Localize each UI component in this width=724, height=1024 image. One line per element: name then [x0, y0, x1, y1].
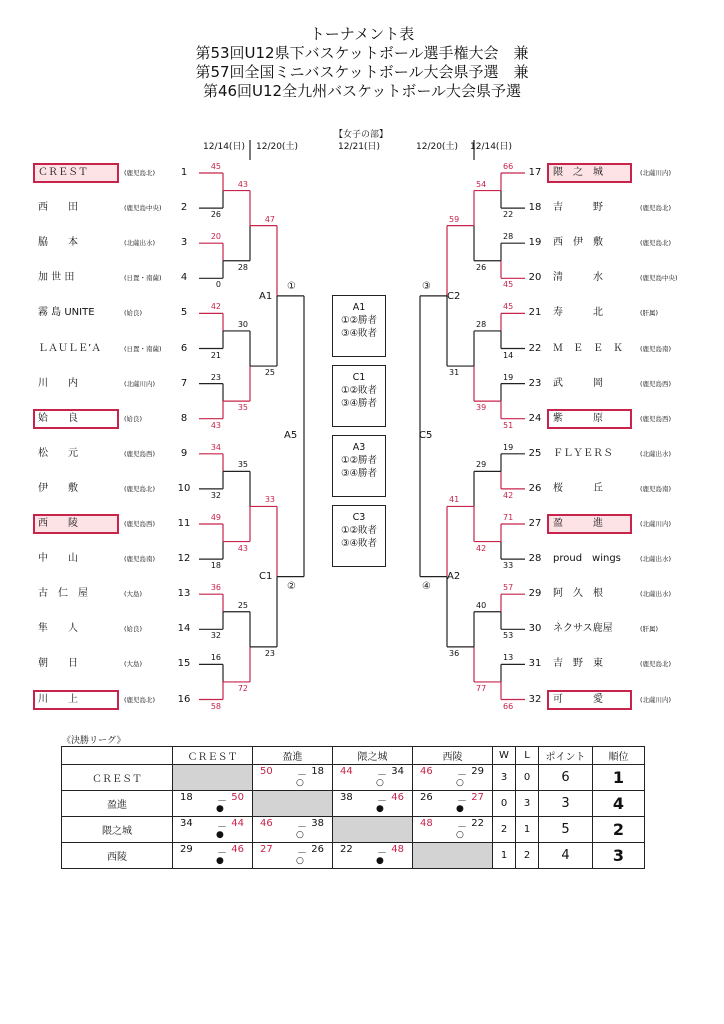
team-name: 吉 野 — [553, 202, 603, 214]
team-name: 中 山 — [38, 553, 78, 565]
league-result-mark: ● — [216, 830, 224, 840]
score-label: 28 — [476, 319, 487, 329]
score-label: 16 — [210, 653, 221, 663]
league-rank: 3 — [593, 843, 645, 869]
team-region: (姶良) — [124, 309, 143, 318]
team-name: 西 田 — [38, 202, 78, 214]
team-region: (大島) — [124, 590, 143, 599]
league-points: 4 — [539, 843, 593, 869]
team-number: 19 — [528, 237, 542, 249]
league-col-header: 盈進 — [253, 747, 333, 765]
league-row — [62, 843, 645, 869]
final-box-a1 — [332, 295, 386, 357]
team-region: (鹿児島北) — [640, 239, 672, 248]
bracket-mark-4: ④ — [422, 581, 431, 592]
date-header-right-r2: 12/20(土) — [416, 142, 458, 152]
bracket-label-a1: A1 — [259, 291, 273, 302]
team-number: 26 — [528, 482, 542, 494]
team-region: (北薩出水) — [640, 590, 672, 599]
league-losses: 1 — [516, 817, 539, 843]
league-score-own: 46 — [420, 766, 433, 777]
team-region: (日置・南薩) — [124, 344, 162, 353]
team-number: 31 — [528, 658, 542, 670]
team-name: ＬＡＵＬＥ’Ａ — [38, 342, 102, 354]
score-label: 36 — [210, 583, 221, 593]
final-box-code: A3 — [352, 442, 366, 453]
team-name: 紫 原 — [553, 412, 603, 424]
score-label: 26 — [210, 210, 221, 220]
final-box-c3 — [332, 505, 386, 567]
league-result-mark: ○ — [456, 778, 464, 788]
team-region: (鹿児島北) — [124, 169, 156, 177]
team-name: 清 水 — [553, 272, 603, 284]
team-name: Ｍ Ｅ Ｅ Ｋ — [553, 342, 623, 354]
score-label: 25 — [237, 600, 248, 610]
team-region: (鹿児島北) — [124, 484, 156, 493]
score-label: 66 — [503, 162, 514, 171]
team-name: 西 伊 敷 — [553, 237, 603, 249]
league-score-opponent: 46 — [231, 844, 244, 855]
league-score-dash: － — [457, 822, 467, 833]
team-name: ＣＲＥＳＴ — [38, 167, 88, 178]
final-league-table — [61, 746, 645, 869]
league-score-opponent: 50 — [231, 792, 244, 803]
league-score-dash: － — [297, 770, 307, 781]
team-name: ＦＬＹＥＲＳ — [553, 447, 613, 459]
team-region: (鹿児島南) — [124, 555, 156, 564]
team-region: (北薩出水) — [640, 449, 672, 458]
date-header-left-r1: 12/14(日) — [203, 142, 245, 152]
date-header-left-r2: 12/20(土) — [256, 142, 298, 152]
team-region: (日置・南薩) — [124, 274, 162, 283]
league-score-own: 34 — [180, 818, 193, 829]
league-score-own: 22 — [340, 844, 353, 855]
league-score-opponent: 29 — [471, 766, 484, 777]
team-name: 桜 丘 — [553, 482, 603, 494]
league-score-opponent: 48 — [391, 844, 404, 855]
league-rank: 2 — [593, 817, 645, 843]
league-result-cell — [253, 765, 333, 791]
title-line-1: トーナメント表 — [309, 25, 415, 43]
league-team-name: 西陵 — [62, 843, 173, 869]
score-label: 42 — [476, 543, 487, 553]
league-result-mark: ● — [376, 804, 384, 814]
score-label: 26 — [476, 262, 487, 272]
team-number: 2 — [180, 202, 188, 214]
team-number: 13 — [177, 588, 191, 600]
league-result-cell — [413, 765, 493, 791]
final-box-line2: ③④敗者 — [340, 328, 378, 339]
league-col-header: L — [516, 747, 539, 765]
score-label: 43 — [237, 543, 248, 553]
team-region: (姶良) — [124, 625, 143, 634]
score-label: 51 — [503, 420, 514, 430]
league-losses: 0 — [516, 765, 539, 791]
final-box-line2: ③④勝者 — [340, 468, 378, 479]
team-number: 12 — [177, 553, 191, 565]
final-box-line2: ③④敗者 — [340, 538, 378, 549]
league-cell-self — [173, 765, 253, 791]
league-result-mark: ● — [456, 804, 464, 814]
team-number: 3 — [180, 237, 188, 249]
score-label: 45 — [503, 302, 514, 312]
team-region: (北薩出水) — [640, 555, 672, 564]
score-label: 59 — [449, 214, 460, 224]
team-region: (北薩川内) — [124, 379, 156, 388]
league-score-opponent: 26 — [311, 844, 324, 855]
final-box-line1: ①②勝者 — [340, 455, 378, 466]
team-name: 伊 敷 — [38, 482, 78, 494]
team-name: 盈 進 — [553, 518, 603, 529]
league-result-mark: ● — [216, 856, 224, 866]
league-result-mark: ● — [376, 856, 384, 866]
score-label: 19 — [503, 372, 514, 382]
league-score-own: 38 — [340, 792, 353, 803]
score-label: 34 — [210, 442, 221, 452]
league-score-opponent: 34 — [391, 766, 404, 777]
score-label: 19 — [503, 442, 514, 452]
final-box-code: C3 — [352, 512, 366, 523]
score-label: 36 — [449, 648, 460, 658]
score-label: 39 — [476, 403, 487, 413]
team-number: 29 — [528, 588, 542, 600]
league-result-cell — [413, 817, 493, 843]
league-score-opponent: 22 — [471, 818, 484, 829]
team-number: 25 — [528, 447, 542, 459]
league-col-header: ＣＲＥＳＴ — [173, 747, 253, 765]
final-box-line2: ③④勝者 — [340, 398, 378, 409]
score-label: 66 — [503, 701, 514, 711]
league-col-header: 隈之城 — [333, 747, 413, 765]
team-name: 寿 北 — [553, 307, 603, 319]
score-label: 32 — [210, 490, 221, 500]
league-score-own: 44 — [340, 766, 353, 777]
team-number: 11 — [177, 518, 191, 529]
league-result-mark: ● — [216, 804, 224, 814]
league-result-cell — [253, 817, 333, 843]
league-score-opponent: 38 — [311, 818, 324, 829]
league-result-cell — [333, 791, 413, 817]
team-name: 加 世 田 — [38, 272, 75, 284]
league-wins: 3 — [493, 765, 516, 791]
league-score-dash: － — [217, 848, 227, 859]
league-result-mark: ○ — [296, 778, 304, 788]
league-score-own: 46 — [260, 818, 273, 829]
league-score-dash: － — [297, 822, 307, 833]
final-box-code: C1 — [352, 372, 366, 383]
final-box-line1: ①②敗者 — [340, 525, 378, 536]
league-score-opponent: 44 — [231, 818, 244, 829]
score-label: 30 — [237, 319, 248, 329]
team-region: (鹿児島北) — [640, 204, 672, 213]
team-region: (北薩川内) — [640, 695, 672, 704]
score-label: 18 — [210, 561, 221, 571]
score-label: 49 — [210, 513, 221, 522]
league-result-cell — [333, 765, 413, 791]
team-name: 隈 之 城 — [553, 167, 603, 178]
date-header-right-r1: 12/14(日) — [470, 142, 512, 152]
final-box-a3 — [332, 435, 386, 497]
bracket-mark-2: ② — [287, 581, 296, 592]
team-number: 9 — [180, 447, 188, 459]
league-header-row — [62, 747, 645, 765]
league-score-own: 48 — [420, 818, 433, 829]
team-number: 15 — [177, 658, 191, 670]
score-label: 47 — [264, 214, 275, 224]
league-rank: 4 — [593, 791, 645, 817]
league-col-header: W — [493, 747, 516, 765]
score-label: 43 — [210, 420, 221, 430]
score-label: 32 — [210, 631, 221, 641]
team-number: 28 — [528, 553, 542, 565]
team-number: 18 — [528, 202, 542, 214]
league-result-cell — [173, 791, 253, 817]
team-region: (鹿児島中央) — [124, 204, 162, 213]
final-box-c1 — [332, 365, 386, 427]
team-region: (鹿児島南) — [640, 344, 672, 353]
team-name: 脇 本 — [38, 237, 78, 249]
team-region: (北薩出水) — [124, 239, 156, 248]
team-region: (肝属) — [640, 625, 659, 634]
league-result-cell — [173, 817, 253, 843]
league-score-dash: － — [457, 796, 467, 807]
league-result-mark: ○ — [296, 830, 304, 840]
league-result-cell — [253, 843, 333, 869]
division-label: 【女子の部】 — [334, 130, 389, 140]
team-number: 4 — [180, 272, 188, 284]
team-name: 川 上 — [38, 693, 78, 705]
team-number: 24 — [528, 412, 542, 424]
title-line-4: 第46回U12全九州バスケットボール大会県予選 — [202, 82, 522, 100]
league-result-mark: ○ — [296, 856, 304, 866]
league-cell-self — [253, 791, 333, 817]
league-team-name: 隈之城 — [62, 817, 173, 843]
score-label: 22 — [503, 210, 514, 220]
league-col-header: 西陵 — [413, 747, 493, 765]
bracket-label-a2: A2 — [447, 571, 461, 582]
team-name: ネクサス鹿屋 — [553, 623, 613, 635]
score-label: 31 — [449, 368, 460, 378]
final-box-line1: ①②敗者 — [340, 385, 378, 396]
league-col-header: 順位 — [593, 747, 645, 765]
team-name: 西 陵 — [38, 518, 78, 529]
league-score-dash: － — [297, 848, 307, 859]
team-number: 10 — [177, 482, 191, 494]
team-number: 21 — [528, 307, 542, 319]
league-score-own: 27 — [260, 844, 273, 855]
score-label: 41 — [449, 495, 460, 505]
final-box-line1: ①②勝者 — [340, 315, 378, 326]
team-number: 20 — [528, 272, 542, 284]
score-label: 23 — [264, 648, 275, 658]
league-wins: 0 — [493, 791, 516, 817]
team-name: 隼 人 — [38, 623, 78, 635]
score-label: 21 — [210, 350, 221, 360]
team-name: 姶 良 — [38, 412, 78, 424]
title-line-3: 第57回全国ミニバスケットボール大会県予選 兼 — [195, 63, 529, 81]
league-score-dash: － — [217, 796, 227, 807]
league-points: 5 — [539, 817, 593, 843]
score-label: 42 — [210, 302, 221, 312]
team-number: 30 — [528, 623, 542, 635]
league-score-dash: － — [377, 796, 387, 807]
team-region: (鹿児島西) — [124, 449, 156, 458]
team-number: 27 — [528, 518, 542, 529]
team-region: (肝属) — [640, 309, 659, 318]
bracket-label-c5: C5 — [419, 430, 433, 441]
team-region: (鹿児島西) — [640, 414, 672, 423]
league-points: 3 — [539, 791, 593, 817]
team-region: (北薩川内) — [640, 169, 672, 177]
team-name: 武 岡 — [553, 377, 603, 389]
score-label: 35 — [237, 460, 248, 470]
team-name: 松 元 — [38, 447, 78, 459]
league-score-own: 50 — [260, 766, 273, 777]
league-row — [62, 791, 645, 817]
bracket-label-a5: A5 — [284, 430, 298, 441]
team-number: 17 — [528, 167, 542, 178]
score-label: 23 — [210, 372, 221, 382]
team-name: 霧 島 UNITE — [38, 307, 95, 319]
league-score-dash: － — [217, 822, 227, 833]
score-label: 54 — [476, 179, 487, 189]
league-team-name: ＣＲＥＳＴ — [62, 765, 173, 791]
score-label: 25 — [264, 368, 275, 378]
team-region: (鹿児島西) — [124, 520, 156, 528]
score-label: 28 — [237, 262, 248, 272]
bracket-mark-3: ③ — [422, 281, 431, 292]
team-number: 14 — [177, 623, 191, 635]
score-label: 20 — [210, 232, 221, 242]
score-label: 72 — [237, 683, 248, 693]
team-number: 32 — [528, 693, 542, 705]
league-score-opponent: 27 — [471, 792, 484, 803]
league-row — [62, 765, 645, 791]
team-number: 1 — [180, 167, 188, 178]
bracket-label-c2: C2 — [447, 291, 461, 302]
score-label: 58 — [210, 701, 221, 711]
team-region: (鹿児島北) — [640, 660, 672, 669]
league-cell-self — [333, 817, 413, 843]
league-points: 6 — [539, 765, 593, 791]
score-label: 33 — [264, 495, 275, 505]
league-result-mark: ○ — [456, 830, 464, 840]
team-name: 可 愛 — [553, 693, 603, 705]
league-corner — [62, 747, 173, 765]
bracket-mark-1: ① — [287, 281, 296, 292]
score-label: 77 — [476, 683, 487, 693]
league-rank: 1 — [593, 765, 645, 791]
league-cell-self — [413, 843, 493, 869]
team-name: 朝 日 — [38, 658, 78, 670]
league-team-name: 盈進 — [62, 791, 173, 817]
team-number: 6 — [180, 342, 188, 354]
team-region: (北薩川内) — [640, 520, 672, 528]
league-score-own: 26 — [420, 792, 433, 803]
team-region: (鹿児島南) — [640, 484, 672, 493]
score-label: 45 — [210, 162, 221, 171]
league-losses: 2 — [516, 843, 539, 869]
team-number: 23 — [528, 377, 542, 389]
final-box-code: A1 — [352, 302, 366, 313]
score-label: 29 — [476, 460, 487, 470]
score-label: 0 — [215, 280, 221, 290]
score-label: 42 — [503, 490, 514, 500]
league-wins: 1 — [493, 843, 516, 869]
team-name: 吉 野 東 — [553, 658, 603, 670]
league-score-own: 29 — [180, 844, 193, 855]
team-region: (大島) — [124, 660, 143, 669]
score-label: 35 — [237, 403, 248, 413]
score-label: 13 — [503, 653, 514, 663]
score-label: 40 — [476, 600, 487, 610]
league-row — [62, 817, 645, 843]
score-label: 71 — [503, 513, 514, 522]
league-wins: 2 — [493, 817, 516, 843]
league-score-opponent: 18 — [311, 766, 324, 777]
title-line-2: 第53回U12県下バスケットボール選手権大会 兼 — [195, 44, 529, 62]
score-label: 14 — [503, 350, 514, 360]
team-region: (鹿児島中央) — [640, 274, 678, 283]
team-number: 16 — [177, 693, 191, 705]
league-result-cell — [413, 791, 493, 817]
league-col-header: ポイント — [539, 747, 593, 765]
score-label: 53 — [503, 631, 514, 641]
score-label: 57 — [503, 583, 514, 593]
score-label: 45 — [503, 280, 514, 290]
score-label: 28 — [503, 232, 514, 242]
league-result-cell — [173, 843, 253, 869]
date-header-final: 12/21(日) — [338, 142, 380, 152]
team-name: 阿 久 根 — [553, 588, 603, 600]
bracket-label-c1: C1 — [259, 571, 273, 582]
score-label: 43 — [237, 179, 248, 189]
team-number: 8 — [180, 412, 188, 424]
league-result-mark: ○ — [376, 778, 384, 788]
team-name: proud wings — [553, 553, 621, 565]
team-number: 5 — [180, 307, 188, 319]
score-label: 33 — [503, 561, 514, 571]
league-result-cell — [333, 843, 413, 869]
league-score-dash: － — [377, 770, 387, 781]
league-score-opponent: 46 — [391, 792, 404, 803]
league-score-dash: － — [377, 848, 387, 859]
team-number: 22 — [528, 342, 542, 354]
team-name: 川 内 — [38, 377, 78, 389]
league-losses: 3 — [516, 791, 539, 817]
team-region: (姶良) — [124, 414, 143, 423]
team-number: 7 — [180, 377, 188, 389]
team-name: 古 仁 屋 — [38, 588, 88, 600]
league-score-dash: － — [457, 770, 467, 781]
team-region: (鹿児島西) — [640, 379, 672, 388]
league-caption: 《決勝リーグ》 — [62, 736, 126, 746]
league-score-own: 18 — [180, 792, 193, 803]
team-region: (鹿児島北) — [124, 695, 156, 704]
